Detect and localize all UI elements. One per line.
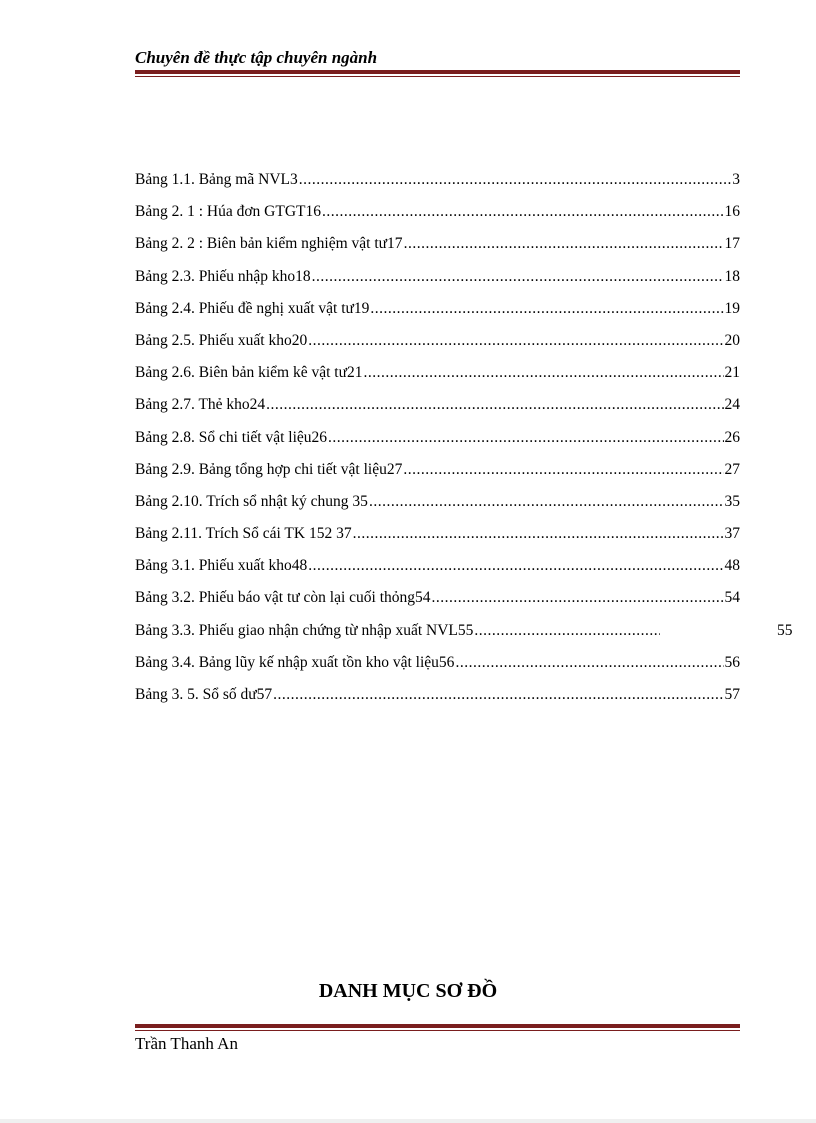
toc-entry-title: Bảng 2.11. Trích Sổ cái TK 152 37 [135,525,352,543]
toc-entry-title: Bảng 3.3. Phiếu giao nhận chứng từ nhập xuất NVL55 [135,621,474,639]
header-rule [135,70,740,77]
toc-entry-page: 37 [724,525,740,543]
toc-entry[interactable] [135,458,740,490]
toc-entry-title: Bảng 2.6. Biên bản kiểm kê vật tư21 [135,364,363,382]
toc-entry-page: 3 [732,171,740,188]
toc-entry-page: 24 [724,396,740,414]
toc-entry[interactable] [135,651,740,683]
toc-leader-dots [474,619,660,643]
toc-entry-title: Bảng 2.9. Bảng tổng hợp chi tiết vật liệu27 [135,460,403,478]
toc-entry-page: 55 [777,621,793,639]
toc-entry-page: 17 [724,235,740,253]
toc-leader-dots [432,586,724,610]
toc-leader-dots [308,554,723,578]
toc-entry-page: 35 [724,492,740,510]
toc-entry-title: Bảng 2.4. Phiếu đề nghị xuất vật tư19 [135,299,370,317]
toc-entry-title: Bảng 3.4. Bảng lũy kế nhập xuất tồn kho vật liệu56 [135,653,455,671]
toc-entry-title: Bảng 2. 1 : Húa đơn GTGT16 [135,203,321,221]
toc-entry-title: Bảng 2.7. Thẻ kho24 [135,396,266,414]
toc-leader-dots [353,522,724,546]
toc-leader-dots [312,265,724,289]
table-of-figures [135,168,793,715]
toc-entry[interactable] [135,554,740,586]
toc-leader-dots [455,651,723,675]
toc-entry[interactable] [135,200,740,232]
toc-leader-dots [364,361,724,385]
toc-leader-dots [322,200,724,224]
toc-entry[interactable] [135,265,740,297]
toc-entry-page: 26 [724,428,740,446]
toc-entry[interactable] [135,361,740,393]
toc-entry[interactable] [135,393,740,425]
toc-entry[interactable] [135,490,740,522]
toc-entry-page: 48 [724,557,740,575]
toc-entry-page: 21 [724,364,740,382]
footer-rule [135,1024,740,1031]
toc-entry-title: Bảng 3. 5. Sổ số dư57 [135,686,273,703]
toc-entry[interactable] [135,683,740,715]
toc-entry-page: 57 [724,686,740,703]
toc-leader-dots [273,683,723,707]
toc-entry-page: 19 [724,299,740,317]
toc-entry[interactable] [135,297,740,329]
toc-leader-dots [370,297,723,321]
toc-entry[interactable] [135,426,740,458]
toc-entry-page: 27 [724,460,740,478]
toc-entry-page: 54 [724,589,740,607]
toc-entry[interactable] [135,168,740,200]
running-header-title: Chuyên đề thực tập chuyên ngành [135,48,378,67]
toc-leader-dots [308,329,723,353]
toc-entry[interactable] [135,522,740,554]
page-edge [0,1119,816,1123]
toc-entry[interactable] [135,619,793,651]
toc-entry[interactable] [135,232,740,264]
toc-leader-dots [328,426,723,450]
toc-entry-title: Bảng 2. 2 : Biên bản kiểm nghiệm vật tư17 [135,235,403,253]
toc-entry[interactable] [135,586,740,618]
toc-entry-title: Bảng 3.1. Phiếu xuất kho48 [135,557,308,575]
toc-entry-title: Bảng 3.2. Phiếu báo vật tư còn lại cuối thỏng54 [135,589,431,607]
toc-entry-title: Bảng 2.8. Sổ chi tiết vật liệu26 [135,428,328,446]
toc-entry-page: 18 [724,267,740,285]
toc-entry[interactable] [135,329,740,361]
footer-author: Trần Thanh An [135,1034,238,1053]
toc-leader-dots [403,458,723,482]
toc-entry-title: Bảng 2.3. Phiếu nhập kho18 [135,267,311,285]
toc-leader-dots [369,490,724,514]
section-heading: DANH MỤC SƠ ĐỒ [318,980,498,1002]
toc-leader-dots [299,168,732,192]
toc-entry-title: Bảng 1.1. Bảng mã NVL3 [135,171,298,188]
toc-leader-dots [266,393,723,417]
toc-entry-page: 20 [724,331,740,349]
toc-entry-title: Bảng 2.10. Trích sổ nhật ký chung 35 [135,492,368,510]
toc-leader-dots [404,232,724,256]
toc-entry-page: 56 [724,653,740,671]
toc-entry-title: Bảng 2.5. Phiếu xuất kho20 [135,331,308,349]
toc-entry-page: 16 [724,203,740,221]
